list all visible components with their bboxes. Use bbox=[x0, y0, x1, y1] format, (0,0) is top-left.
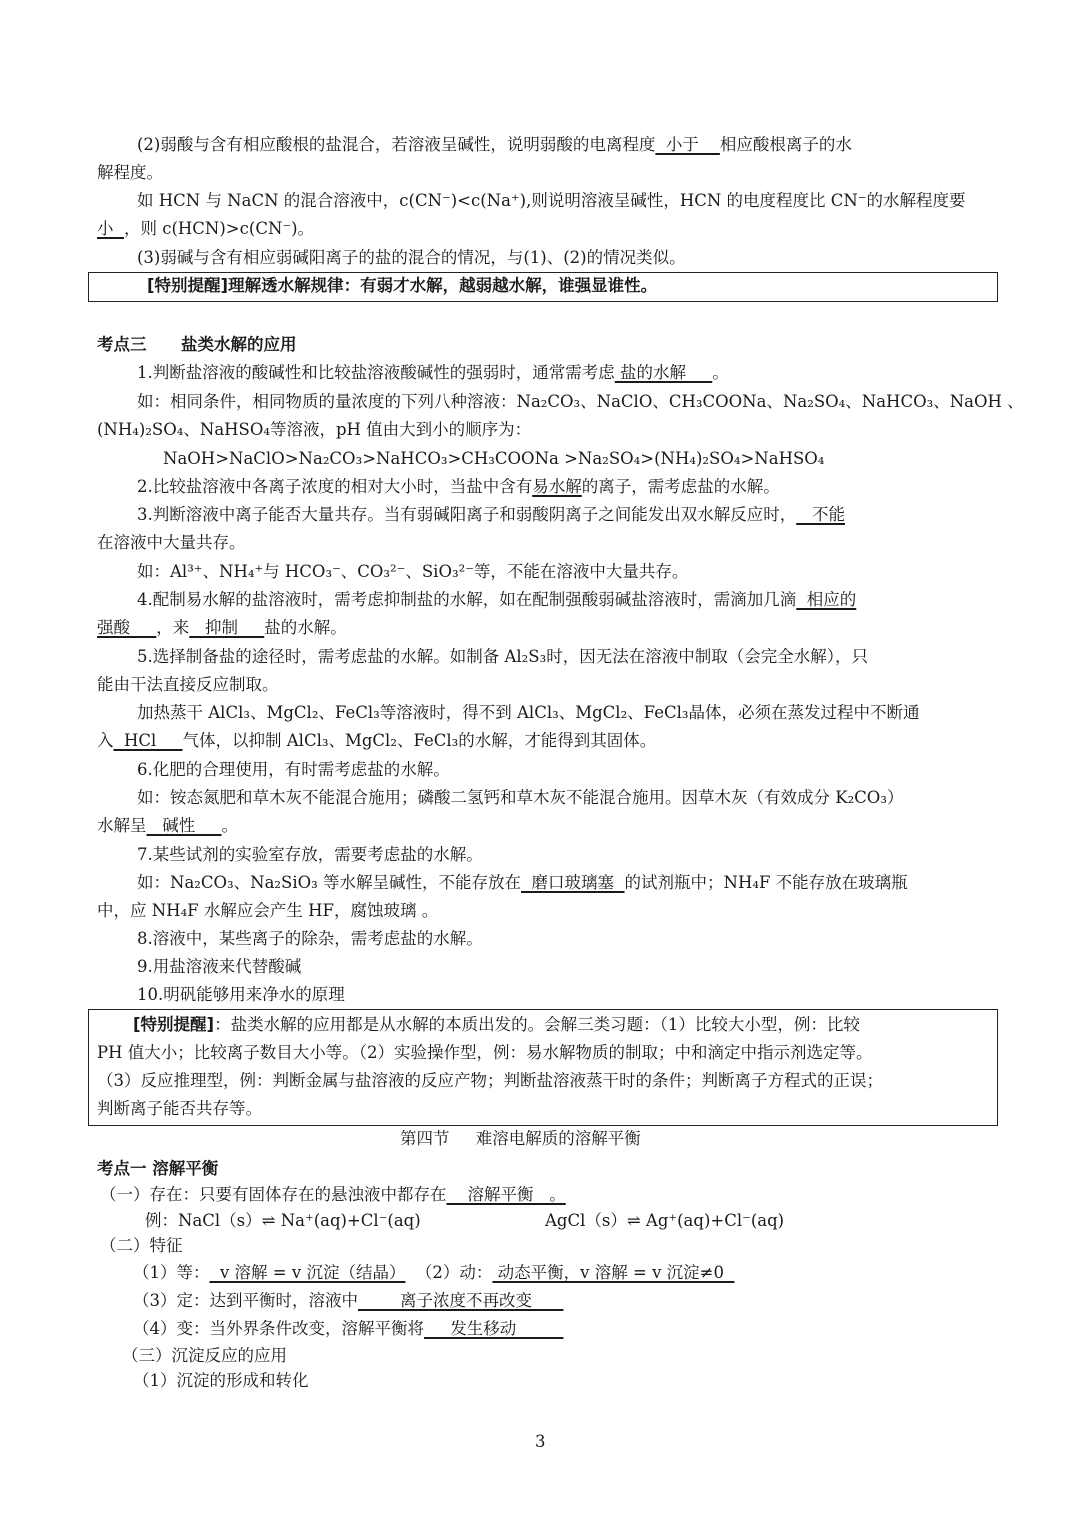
tip-text bbox=[97, 1042, 872, 1064]
text-segment: 中，应 NH₄F 水解应会产生 HF，腐蚀玻璃 。 bbox=[97, 901, 439, 920]
text-segment: （一）存在：只要有固体存在的悬浊液中都存在 bbox=[100, 1185, 447, 1204]
text-segment: 如 HCN 与 NaCN 的混合溶液中，c(CN⁻)<c(Na⁺),则说明溶液呈碱性，HCN 的电度程度比 CN⁻的水解程度要 bbox=[137, 191, 966, 210]
fill-in-answer: 易水解 bbox=[532, 477, 582, 496]
para bbox=[133, 1290, 563, 1312]
equation bbox=[545, 1210, 784, 1232]
text-segment: 7.某些试剂的实验室存放，需要考虑盐的水解。 bbox=[137, 845, 483, 864]
para bbox=[97, 532, 246, 554]
para bbox=[133, 1318, 563, 1340]
text-segment: (NH₄)₂SO₄、NaHSO₄等溶液，pH 值由大到小的顺序为： bbox=[97, 420, 532, 439]
text-segment: （4）变：当外界条件改变，溶解平衡将 bbox=[133, 1319, 424, 1338]
para bbox=[137, 247, 686, 269]
para bbox=[137, 504, 845, 526]
para bbox=[137, 646, 868, 668]
para bbox=[137, 190, 966, 212]
bold-text: 考点三 盐类水解的应用 bbox=[97, 335, 297, 354]
text-segment: （1）等： bbox=[133, 1263, 210, 1282]
text-segment: 。 bbox=[221, 816, 238, 835]
para bbox=[137, 561, 688, 583]
para bbox=[122, 1345, 287, 1367]
para bbox=[133, 1262, 734, 1284]
text-segment: 的试剂瓶中；NH₄F 不能存放在玻璃瓶 bbox=[624, 873, 908, 892]
text-segment: （1）沉淀的形成和转化 bbox=[133, 1371, 309, 1390]
text-segment: （三）沉淀反应的应用 bbox=[122, 1346, 287, 1365]
text-segment: 2.比较盐溶液中各离子浓度的相对大小时，当盐中含有 bbox=[137, 477, 533, 496]
text-segment: （3）反应推理型，例：判断金属与盐溶液的反应产物；判断盐溶液蒸干时的条件；判断离子方程式的正误； bbox=[97, 1071, 883, 1090]
para bbox=[137, 872, 908, 894]
text-segment: （3）定：达到平衡时，溶液中 bbox=[133, 1291, 358, 1310]
text-segment: 5.选择制备盐的途径时，需考虑盐的水解。如制备 Al₂S₃时，因无法在溶液中制取（会完全水解），只 bbox=[137, 647, 868, 666]
fill-in-answer: 盐的水解 bbox=[614, 363, 713, 382]
text-segment: 在溶液中大量共存。 bbox=[97, 533, 246, 552]
text-segment: 10.明矾能够用来净水的原理 bbox=[137, 985, 345, 1004]
fill-in-answer: v 溶解 = v 沉淀（结晶） bbox=[209, 1263, 406, 1282]
text-segment: 如：Na₂CO₃、Na₂SiO₃ 等水解呈碱性，不能存放在 bbox=[137, 873, 522, 892]
para bbox=[137, 984, 345, 1006]
fill-in-answer: 不能 bbox=[796, 505, 845, 524]
fill-in-answer: 抑制 bbox=[189, 618, 265, 637]
text-segment: (2)弱酸与含有相应酸根的盐混合，若溶液呈碱性，说明弱酸的电离程度 bbox=[137, 135, 656, 154]
section-heading bbox=[97, 334, 296, 356]
para bbox=[97, 419, 531, 441]
text-segment: 的离子，需考虑盐的水解。 bbox=[581, 477, 780, 496]
para bbox=[137, 956, 301, 978]
text-segment: 盐的水解。 bbox=[264, 618, 347, 637]
text-segment: NaOH>NaClO>Na₂CO₃>NaHCO₃>CH₃COONa >Na₂SO₄>(NH₄)₂SO₄>NaHSO₄ bbox=[163, 449, 825, 468]
tip-text bbox=[97, 1070, 883, 1092]
para bbox=[97, 900, 438, 922]
fill-in-answer: 强酸 bbox=[97, 618, 157, 637]
para bbox=[97, 815, 238, 837]
text-segment: AgCl（s）⇌ Ag⁺(aq)+Cl⁻(aq) bbox=[545, 1211, 785, 1230]
fill-in-answer: 碱性 bbox=[146, 816, 222, 835]
page-number bbox=[535, 1431, 546, 1453]
para bbox=[133, 1370, 309, 1392]
text-segment: 气体，以抑制 AlCl₃、MgCl₂、FeCl₃的水解，才能得到其固体。 bbox=[182, 731, 657, 750]
tip-text bbox=[133, 1014, 860, 1036]
fill-in-answer: 动态平衡，v 溶解 = v 沉淀≠0 bbox=[492, 1263, 735, 1282]
text-segment: 加热蒸干 AlCl₃、MgCl₂、FeCl₃等溶液时，得不到 AlCl₃、MgCl₂、FeCl₃晶体，必须在蒸发过程中不断通 bbox=[137, 703, 920, 722]
para bbox=[97, 218, 314, 240]
text-segment: 。 bbox=[712, 363, 729, 382]
para bbox=[97, 617, 347, 639]
text-segment: （二）特征 bbox=[100, 1236, 183, 1255]
text-segment: （2）动： bbox=[405, 1263, 493, 1282]
para bbox=[137, 928, 483, 950]
para bbox=[97, 162, 163, 184]
para bbox=[137, 362, 729, 384]
fill-in-answer: 小于 bbox=[655, 135, 720, 154]
text-segment: 相应酸根离子的水 bbox=[719, 135, 852, 154]
bold-text: 考点一 溶解平衡 bbox=[97, 1159, 219, 1178]
text-segment: 能由干法直接反应制取。 bbox=[97, 675, 279, 694]
text-segment: 6.化肥的合理使用，有时需考虑盐的水解。 bbox=[137, 760, 450, 779]
text-segment: 8.溶液中，某些离子的除杂，需考虑盐的水解。 bbox=[137, 929, 483, 948]
para bbox=[100, 1184, 566, 1206]
text-segment: 如：铵态氮肥和草木灰不能混合施用；磷酸二氢钙和草木灰不能混合施用。因草木灰（有效成分 K₂CO₃） bbox=[137, 788, 904, 807]
text-segment: 入 bbox=[97, 731, 114, 750]
fill-in-answer: 相应的 bbox=[796, 590, 857, 609]
tip-text bbox=[97, 1098, 262, 1120]
text-segment: 如：Al³⁺、NH₄⁺与 HCO₃⁻、CO₃²⁻、SiO₃²⁻等，不能在溶液中大量共存。 bbox=[137, 562, 689, 581]
text-segment: ，则 c(HCN)>c(CN⁻)。 bbox=[124, 219, 315, 238]
text-segment: 解程度。 bbox=[97, 163, 163, 182]
fill-in-answer: 溶解平衡 。 bbox=[446, 1185, 566, 1204]
para bbox=[137, 589, 856, 611]
text-segment: 3.判断溶液中离子能否大量共存。当有弱碱阳离子和弱酸阴离子之间能发出双水解反应时， bbox=[137, 505, 797, 524]
para bbox=[100, 1235, 183, 1257]
bold-text: [特别提醒] bbox=[133, 1015, 215, 1034]
text-segment: 第四节 难溶电解质的溶解平衡 bbox=[400, 1129, 641, 1148]
text-segment: 如：相同条件，相同物质的量浓度的下列八种溶液：Na₂CO₃、NaClO、CH₃COONa、Na₂SO₄、NaHCO₃、NaOH 、 bbox=[137, 392, 1024, 411]
tip-text bbox=[147, 275, 657, 297]
fill-in-answer: 离子浓度不再改变 bbox=[358, 1291, 564, 1310]
para bbox=[137, 134, 852, 156]
equation bbox=[145, 1210, 421, 1232]
text-segment: 例：NaCl（s）⇌ Na⁺(aq)+Cl⁻(aq) bbox=[145, 1211, 421, 1230]
fill-in-answer: HCl bbox=[113, 731, 183, 750]
text-segment: 1.判断盐溶液的酸碱性和比较盐溶液酸碱性的强弱时，通常需考虑 bbox=[137, 363, 615, 382]
text-segment: 9.用盐溶液来代替酸碱 bbox=[137, 957, 302, 976]
text-segment: 判断离子能否共存等。 bbox=[97, 1099, 262, 1118]
fill-in-answer: 小 bbox=[97, 219, 124, 238]
text-segment: 3 bbox=[535, 1432, 546, 1451]
para bbox=[137, 702, 920, 724]
fill-in-answer: 发生移动 bbox=[424, 1319, 564, 1338]
text-segment: (3)弱碱与含有相应弱碱阳离子的盐的混合的情况，与(1)、(2)的情况类似。 bbox=[137, 248, 686, 267]
section-title bbox=[400, 1128, 641, 1150]
fill-in-answer: 磨口玻璃塞 bbox=[521, 873, 625, 892]
para bbox=[137, 759, 450, 781]
formula-line bbox=[163, 448, 824, 470]
text-segment: 水解呈 bbox=[97, 816, 147, 835]
text-segment: ，来 bbox=[156, 618, 190, 637]
text-segment: ：盐类水解的应用都是从水解的本质出发的。会解三类习题：（1）比较大小型，例：比较 bbox=[214, 1015, 860, 1034]
section-heading bbox=[97, 1158, 218, 1180]
para bbox=[137, 391, 1024, 413]
para bbox=[137, 476, 780, 498]
text-segment: 4.配制易水解的盐溶液时，需考虑抑制盐的水解，如在配制强酸弱碱盐溶液时，需滴加几滴 bbox=[137, 590, 797, 609]
para bbox=[137, 787, 903, 809]
bold-text: [特别提醒]理解透水解规律：有弱才水解，越弱越水解，谁强显谁性。 bbox=[147, 276, 658, 295]
para bbox=[97, 730, 656, 752]
text-segment: PH 值大小；比较离子数目大小等。（2）实验操作型，例：易水解物质的制取；中和滴定中指示剂选定等。 bbox=[97, 1043, 873, 1062]
para bbox=[97, 674, 279, 696]
para bbox=[137, 844, 483, 866]
